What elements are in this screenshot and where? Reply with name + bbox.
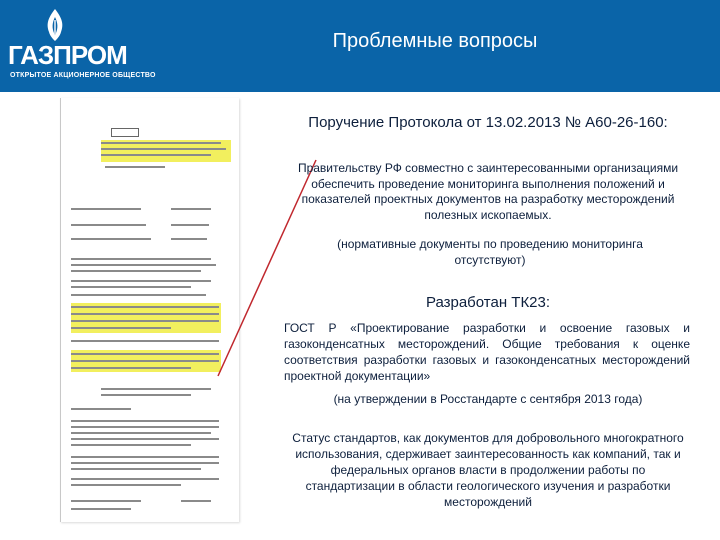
logo-subtitle: ОТКРЫТОЕ АКЦИОНЕРНОЕ ОБЩЕСТВО [10,72,156,79]
protocol-heading: Поручение Протокола от 13.02.2013 № А60-26-160: [308,114,668,131]
gost-note: (на утверждении в Росстандарте с сентября 2013 года) [333,392,643,406]
protocol-text: Правительству РФ совместно с заинтересованными организациями обеспечить проведение мониторинга выполнения положений и показателей проектных документов на разработку месторождений полезных ископаемых. [297,161,679,222]
protocol-note: (нормативные документы по проведению мониторинга отсутствуют) [337,237,643,267]
tk-heading: Разработан ТК23: [425,294,551,311]
gost-text: ГОСТ Р «Проектирование разработки и освоение газовых и газоконденсатных месторождений. Общие требования к оценке соответствия разработки газовых и газоконденсатных месторождений проектной документации» [284,321,690,383]
slide-title: Проблемные вопросы [332,30,538,52]
logo-name: ГАЗПРОМ [8,40,127,70]
status-text: Статус стандартов, как документов для добровольного многократного использования, сдерживает заинтересованность как компаний, так и федеральных органов власти в продолжении работы по стандартизации в области геологического изучения и разработки месторождений [292,431,684,509]
